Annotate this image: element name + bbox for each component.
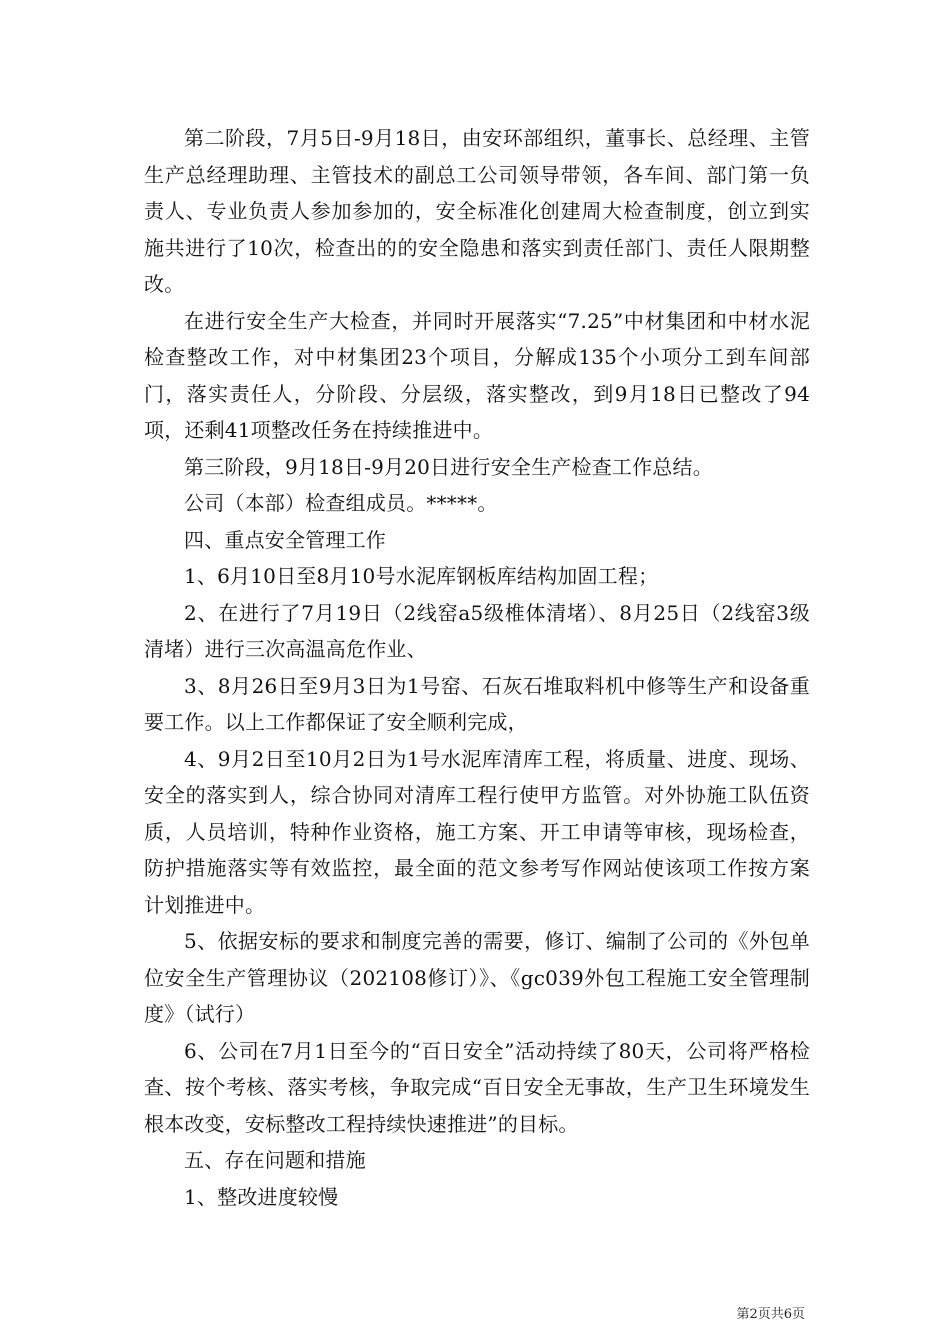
list-item-2: 2、在进行了7月19日（2线窑a5级椎体清堵）、8月25日（2线窑3级清堵）进行三次高温高危作业、 [144, 600, 810, 661]
paragraph-stage-two: 第二阶段，7月5日-9月18日，由安环部组织，董事长、总经理、主管生产总经理助理、主管技术的副总工公司领导带领，各车间、部门第一负责人、专业负责人参加参加的，安全标准化创建周大检查制度，创立到实施共进行了10次，检查出的的安全隐患和落实到责任部门、责任人限期整改。 [144, 126, 810, 296]
list-item-6: 6、公司在7月1日至今的“百日安全”活动持续了80天，公司将严格检查、按个考核、落实考核，争取完成“百日安全无事故，生产卫生环境发生根本改变，安标整改工程持续快速推进”的目标。 [144, 1038, 810, 1136]
list-item-1: 1、6月10日至8月10号水泥库钢板库结构加固工程； [184, 564, 659, 588]
section-heading-problems-measures: 五、存在问题和措施 [184, 1148, 366, 1172]
document-body [144, 120, 810, 1215]
list-item-3: 3、8月26日至9月3日为1号窑、石灰石堆取料机中修等生产和设备重要工作。以上工作都保证了安全顺利完成， [144, 673, 810, 734]
paragraph-inspection-rectification: 在进行安全生产大检查，并同时开展落实“7.25”中材集团和中材水泥检查整改工作，对中材集团23个项目，分解成135个小项分工到车间部门，落实责任人，分阶段、分层级，落实整改，到9月18日已整改了94项，还剩41项整改任务在持续推进中。 [144, 308, 810, 442]
list-item-4: 4、9月2日至10月2日为1号水泥库清库工程，将质量、进度、现场、安全的落实到人，综合协同对清库工程行使甲方监管。对外协施工队伍资质，人员培训，特种作业资格，施工方案、开工申请等审核，现场检查，防护措施落实等有效监控，最全面的范文参考写作网站使该项工作按方案计划推进中。 [144, 746, 810, 917]
section-heading-key-safety-work: 四、重点安全管理工作 [184, 527, 386, 552]
paragraph-stage-three: 第三阶段，9月18日-9月20日进行安全生产检查工作总结。 [184, 454, 713, 479]
list-item-5: 5、依据安标的要求和制度完善的需要，修订、编制了公司的《外包单位安全生产管理协议（202108修订）》、《gc039外包工程施工安全管理制度》（试行） [144, 929, 810, 1026]
paragraph-inspection-team: 公司（本部）检查组成员。*****。 [184, 491, 498, 515]
page-number-footer: 第2页共6页 [736, 1307, 805, 1322]
list-item-problem-1: 1、整改进度较慢 [184, 1184, 339, 1209]
